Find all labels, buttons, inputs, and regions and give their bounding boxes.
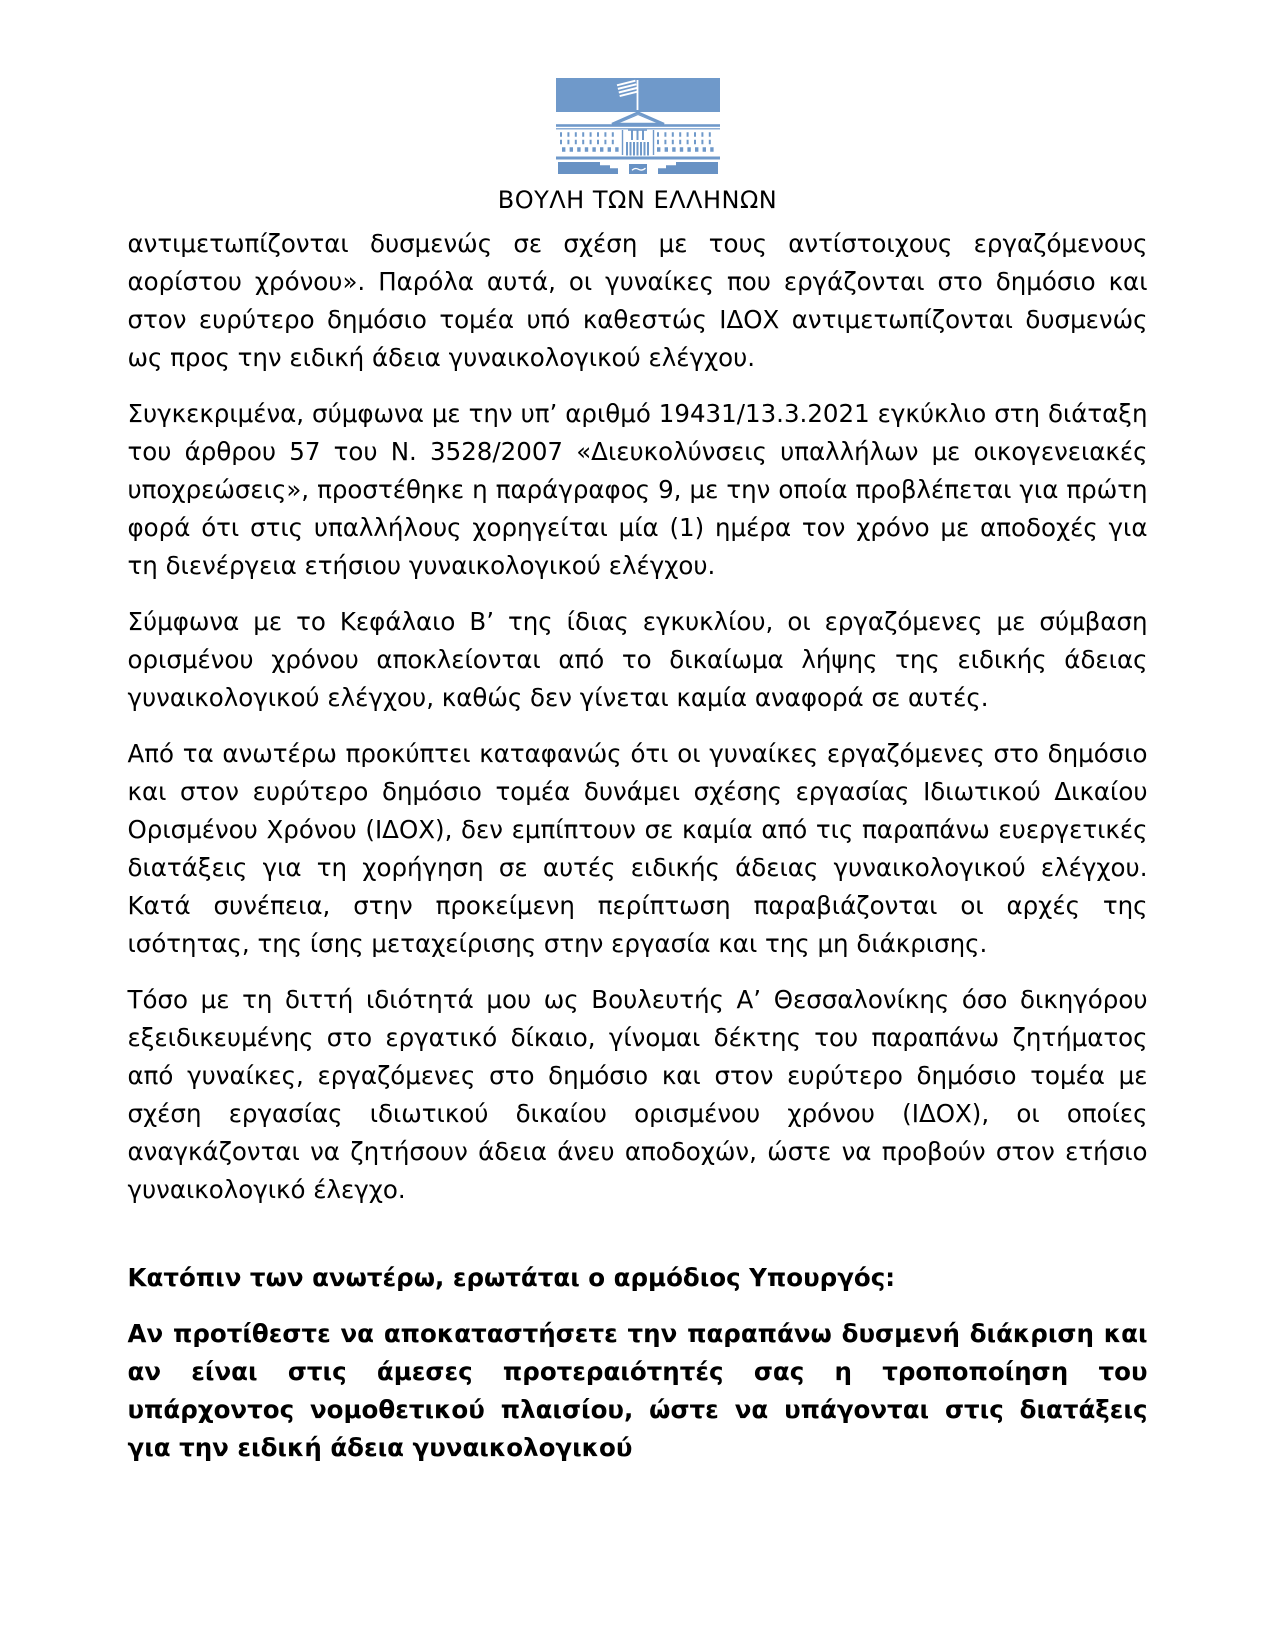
body-paragraph-3: Σύμφωνα με το Κεφάλαιο Β’ της ίδιας εγκυκλίου, οι εργαζόμενες με σύμβαση ορισμένου χρόνου αποκλείονται από το δικαίωμα λήψης της ειδικής άδειας γυναικολογικού ελέγχου, καθώς δεν γίνεται καμία αναφορά σε αυτές. bbox=[127, 607, 1148, 712]
question-heading: Κατόπιν των ανωτέρω, ερωτάται ο αρμόδιος Υπουργός: bbox=[127, 1263, 896, 1292]
body-paragraph-2: Συγκεκριμένα, σύμφωνα με την υπ’ αριθμό 19431/13.3.2021 εγκύκλιο στη διάταξη του άρθρου 57 του Ν. 3528/2007 «Διευκολύνσεις υπαλλήλων με οικογενειακές υποχρεώσεις», προστέθηκε η παράγραφος 9, με την οποία προβλέπεται για πρώτη φορά ότι στις υπαλλήλους χορηγείται μία (1) ημέρα τον χρόνο με αποδοχές για τη διενέργεια ετήσιου γυναικολογικού ελέγχου. bbox=[127, 399, 1148, 580]
body-paragraph-4: Από τα ανωτέρω προκύπτει καταφανώς ότι οι γυναίκες εργαζόμενες στο δημόσιο και στον ευρύτερο δημόσιο τομέα δυνάμει σχέσης εργασίας Ιδιωτικού Δικαίου Ορισμένου Χρόνου (ΙΔΟΧ), δεν εμπίπτουν σε καμία από τις παραπάνω ευεργετικές διατάξεις για τη χορήγηση σε αυτές ειδικής άδειας γυναικολογικού ελέγχου. Κατά συνέπεια, στην προκείμενη περίπτωση παραβιάζονται οι αρχές της ισότητας, της ίσης μεταχείρισης στην εργασία και της μη διάκρισης. bbox=[127, 739, 1148, 958]
question-paragraph: Αν προτίθεστε να αποκαταστήσετε την παραπάνω δυσμενή διάκριση και αν είναι στις άμεσες προτεραιότητές σας η τροποποίηση του υπάρχοντος νομοθετικού πλαισίου, ώστε να υπάγονται στις διατάξεις για την ειδική άδεια γυναικολογικού bbox=[127, 1319, 1148, 1462]
hellenic-parliament-logo-icon bbox=[550, 78, 726, 174]
org-title: ΒΟΥΛΗ ΤΩΝ ΕΛΛΗΝΩΝ bbox=[497, 186, 778, 214]
document-body bbox=[128, 225, 1148, 1467]
document-header bbox=[0, 0, 1275, 215]
body-paragraph-1: αντιμετωπίζονται δυσμενώς σε σχέση με τους αντίστοιχους εργαζόμενους αορίστου χρόνου». Παρόλα αυτά, οι γυναίκες που εργάζονται στο δημόσιο και στον ευρύτερο δημόσιο τομέα υπό καθεστώς ΙΔΟΧ αντιμετωπίζονται δυσμενώς ως προς την ειδική άδεια γυναικολογικού ελέγχου. bbox=[127, 229, 1148, 372]
body-paragraph-5: Τόσο με τη διττή ιδιότητά μου ως Βουλευτής Α’ Θεσσαλονίκης όσο δικηγόρου εξειδικευμένης στο εργατικό δίκαιο, γίνομαι δέκτης του παραπάνω ζητήματος από γυναίκες, εργαζόμενες στο δημόσιο και στον ευρύτερο δημόσιο τομέα με σχέση εργασίας ιδιωτικού δικαίου ορισμένου χρόνου (ΙΔΟΧ), οι οποίες αναγκάζονται να ζητήσουν άδεια άνευ αποδοχών, ώστε να προβούν στον ετήσιο γυναικολογικό έλεγχο. bbox=[127, 985, 1148, 1204]
